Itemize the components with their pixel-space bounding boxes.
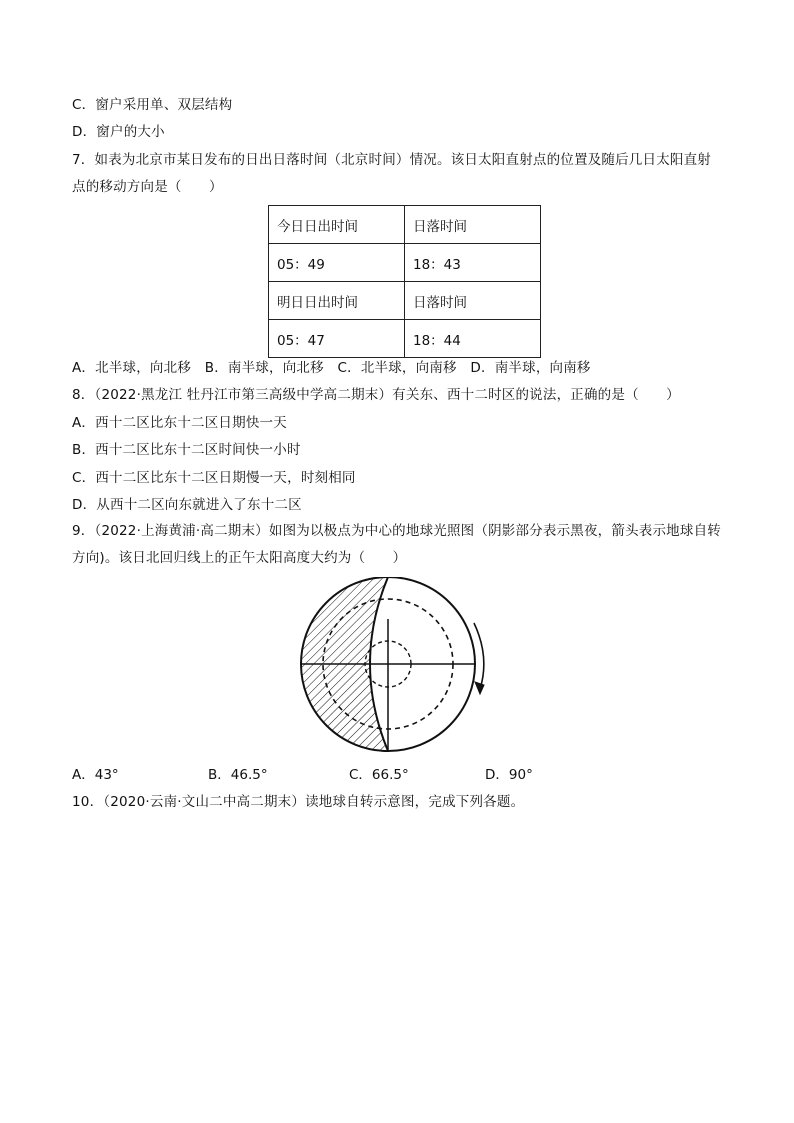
question-9-option-d: D．90° — [485, 767, 533, 783]
table-cell: 18：43 — [405, 244, 541, 282]
question-8-option-c: C．西十二区比东十二区日期慢一天，时刻相同 — [72, 470, 356, 486]
arrowhead-icon — [475, 682, 484, 694]
question-9-option-b: B．46.5° — [208, 767, 268, 783]
question-6-option-d: D．窗户的大小 — [72, 124, 165, 140]
question-9-stem-line1: 9．（2022·上海黄浦·高二期末）如图为以极点为中心的地球光照图（阴影部分表示黑夜，箭头表示地球自转 — [72, 523, 721, 539]
question-8-option-b: B．西十二区比东十二区时间快一小时 — [72, 442, 301, 458]
question-7-options: A．北半球，向北移 B．南半球，向北移 C．北半球，向南移 D．南半球，向南移 — [72, 360, 591, 376]
table-cell: 日落时间 — [405, 206, 541, 244]
question-6-option-c: C．窗户采用单、双层结构 — [72, 97, 233, 113]
table-cell: 05：47 — [269, 320, 405, 358]
table-cell: 今日日出时间 — [269, 206, 405, 244]
question-9-option-a: A．43° — [72, 767, 119, 783]
table-row — [269, 282, 541, 320]
table-cell: 日落时间 — [405, 282, 541, 320]
table-row — [269, 244, 541, 282]
question-7-stem-line2: 点的移动方向是（ ） — [72, 179, 223, 195]
table-row — [269, 206, 541, 244]
sunrise-sunset-table — [268, 205, 541, 358]
question-9-option-c: C．66.5° — [349, 767, 409, 783]
table-cell: 05：49 — [269, 244, 405, 282]
question-8-stem: 8．（2022·黑龙江 牡丹江市第三高级中学高二期末）有关东、西十二时区的说法，正确的是（ ） — [72, 387, 680, 403]
question-10-stem: 10．（2020·云南·文山二中高二期末）读地球自转示意图，完成下列各题。 — [72, 794, 525, 810]
question-7-stem-line1: 7．如表为北京市某日发布的日出日落时间（北京时间）情况。该日太阳直射点的位置及随后几日太阳直射 — [72, 152, 711, 168]
table-cell: 18：44 — [405, 320, 541, 358]
question-9-stem-line2: 方向)。该日北回归线上的正午太阳高度大约为（ ） — [72, 550, 407, 566]
table-row — [269, 320, 541, 358]
question-8-option-d: D．从西十二区向东就进入了东十二区 — [72, 497, 302, 513]
polar-illumination-diagram — [290, 577, 500, 757]
table-cell: 明日日出时间 — [269, 282, 405, 320]
question-8-option-a: A．西十二区比东十二区日期快一天 — [72, 415, 287, 431]
